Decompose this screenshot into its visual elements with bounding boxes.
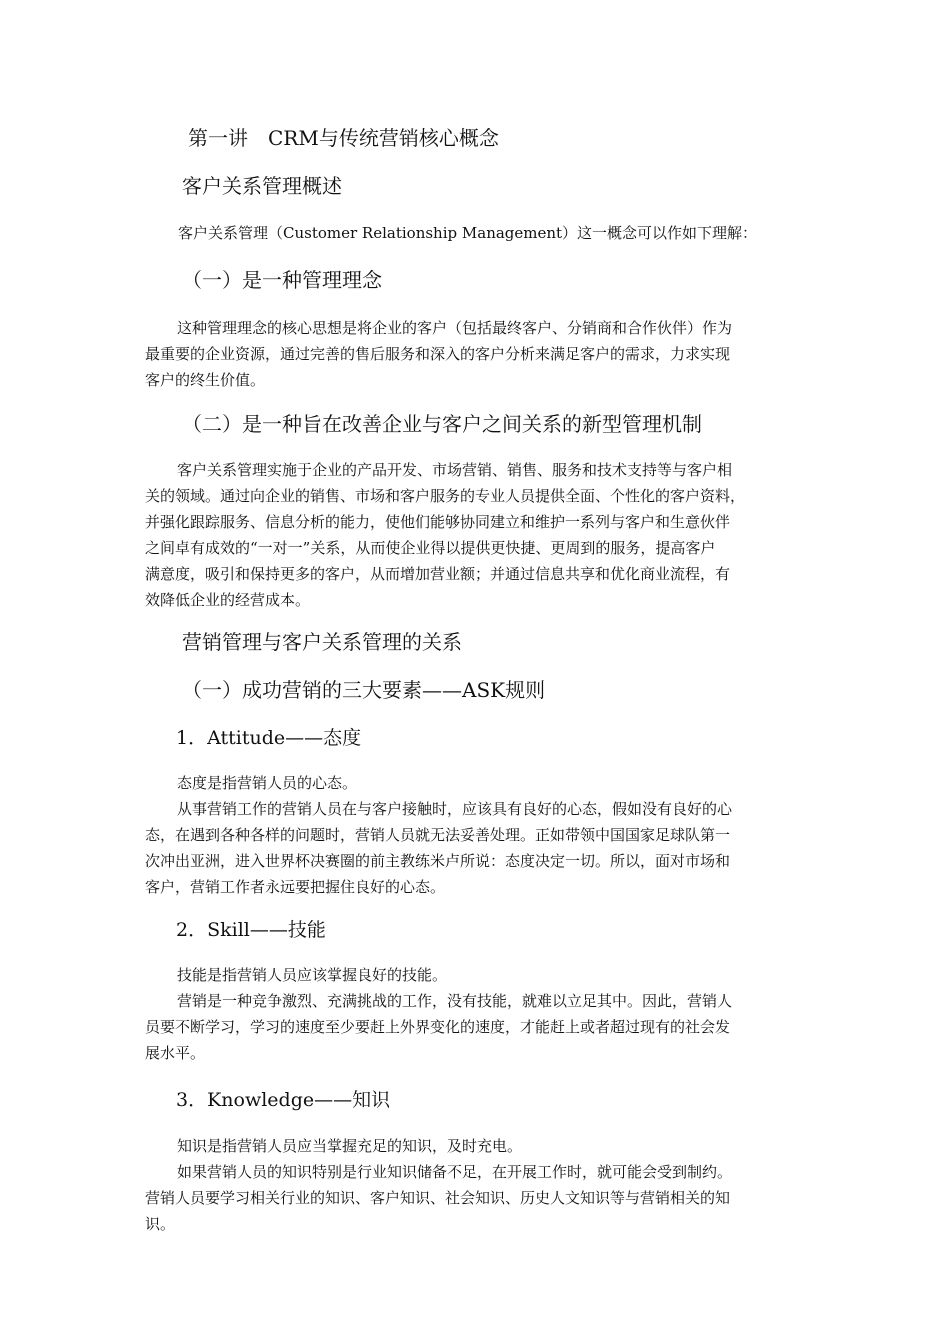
paragraph-line: 次冲出亚洲，进入世界杯决赛圈的前主教练米卢所说：态度决定一切。所以，面对市场和	[145, 852, 731, 870]
paragraph-line: 识。	[145, 1215, 176, 1233]
paragraph-line: 营销人员要学习相关行业的知识、客户知识、社会知识、历史人文知识等与营销相关的知	[145, 1189, 731, 1207]
crm-intro-paragraph: 客户关系管理（Customer Relationship Management）这一概念可以作如下理解：	[178, 224, 758, 242]
paragraph-line: 之间卓有成效的“一对一”关系，从而使企业得以提供更快捷、更周到的服务，提高客户	[145, 539, 716, 557]
paragraph-line: 关的领域。通过向企业的销售、市场和客户服务的专业人员提供全面、个性化的客户资料，	[145, 487, 746, 505]
paragraph-line: 如果营销人员的知识特别是行业知识储备不足，在开展工作时，就可能会受到制约。	[177, 1163, 733, 1181]
subheading-management-concept: （一）是一种管理理念	[182, 268, 382, 292]
paragraph-skill	[145, 962, 732, 1066]
heading-attitude: 1．Attitude——态度	[176, 727, 362, 749]
section-heading-marketing-relationship: 营销管理与客户关系管理的关系	[182, 630, 462, 654]
lecture-title: 第一讲 CRM与传统营销核心概念	[188, 126, 499, 150]
paragraph-line: 态，在遇到各种各样的问题时，营销人员就无法妥善处理。正如带领中国国家足球队第一	[145, 826, 731, 844]
paragraph-line: 最重要的企业资源，通过完善的售后服务和深入的客户分析来满足客户的需求，力求实现	[145, 345, 731, 363]
subheading-ask-rule: （一）成功营销的三大要素——ASK规则	[182, 678, 546, 702]
paragraph-line: 从事营销工作的营销人员在与客户接触时，应该具有良好的心态，假如没有良好的心	[177, 800, 733, 818]
heading-skill: 2．Skill——技能	[176, 919, 326, 941]
paragraph-line: 态度是指营销人员的心态。	[177, 774, 358, 792]
section-heading-crm-overview: 客户关系管理概述	[182, 174, 342, 198]
paragraph-knowledge	[145, 1133, 732, 1237]
paragraph-line: 这种管理理念的核心思想是将企业的客户（包括最终客户、分销商和合作伙伴）作为	[177, 319, 733, 337]
paragraph-line: 客户关系管理实施于企业的产品开发、市场营销、销售、服务和技术支持等与客户相	[177, 461, 733, 479]
paragraph-line: 知识是指营销人员应当掌握充足的知识，及时充电。	[177, 1137, 523, 1155]
paragraph-line: 客户的终生价值。	[145, 371, 266, 389]
paragraph-line: 满意度，吸引和保持更多的客户，从而增加营业额；并通过信息共享和优化商业流程，有	[145, 565, 731, 583]
heading-knowledge: 3．Knowledge——知识	[176, 1089, 391, 1111]
paragraph-line: 展水平。	[145, 1044, 206, 1062]
paragraph-attitude	[145, 770, 732, 900]
paragraph-line: 技能是指营销人员应该掌握良好的技能。	[177, 966, 448, 984]
paragraph-line: 员要不断学习，学习的速度至少要赶上外界变化的速度，才能赶上或者超过现有的社会发	[145, 1018, 731, 1036]
paragraph-line: 效降低企业的经营成本。	[145, 591, 311, 609]
paragraph-line: 并强化跟踪服务、信息分析的能力，使他们能够协同建立和维护一系列与客户和生意伙伴	[145, 513, 731, 531]
paragraph-management-concept	[145, 315, 732, 393]
paragraph-management-mechanism	[145, 457, 745, 613]
paragraph-line: 营销是一种竞争激烈、充满挑战的工作，没有技能，就难以立足其中。因此，营销人	[177, 992, 733, 1010]
paragraph-line: 客户，营销工作者永远要把握住良好的心态。	[145, 878, 446, 896]
subheading-management-mechanism: （二）是一种旨在改善企业与客户之间关系的新型管理机制	[182, 412, 702, 436]
